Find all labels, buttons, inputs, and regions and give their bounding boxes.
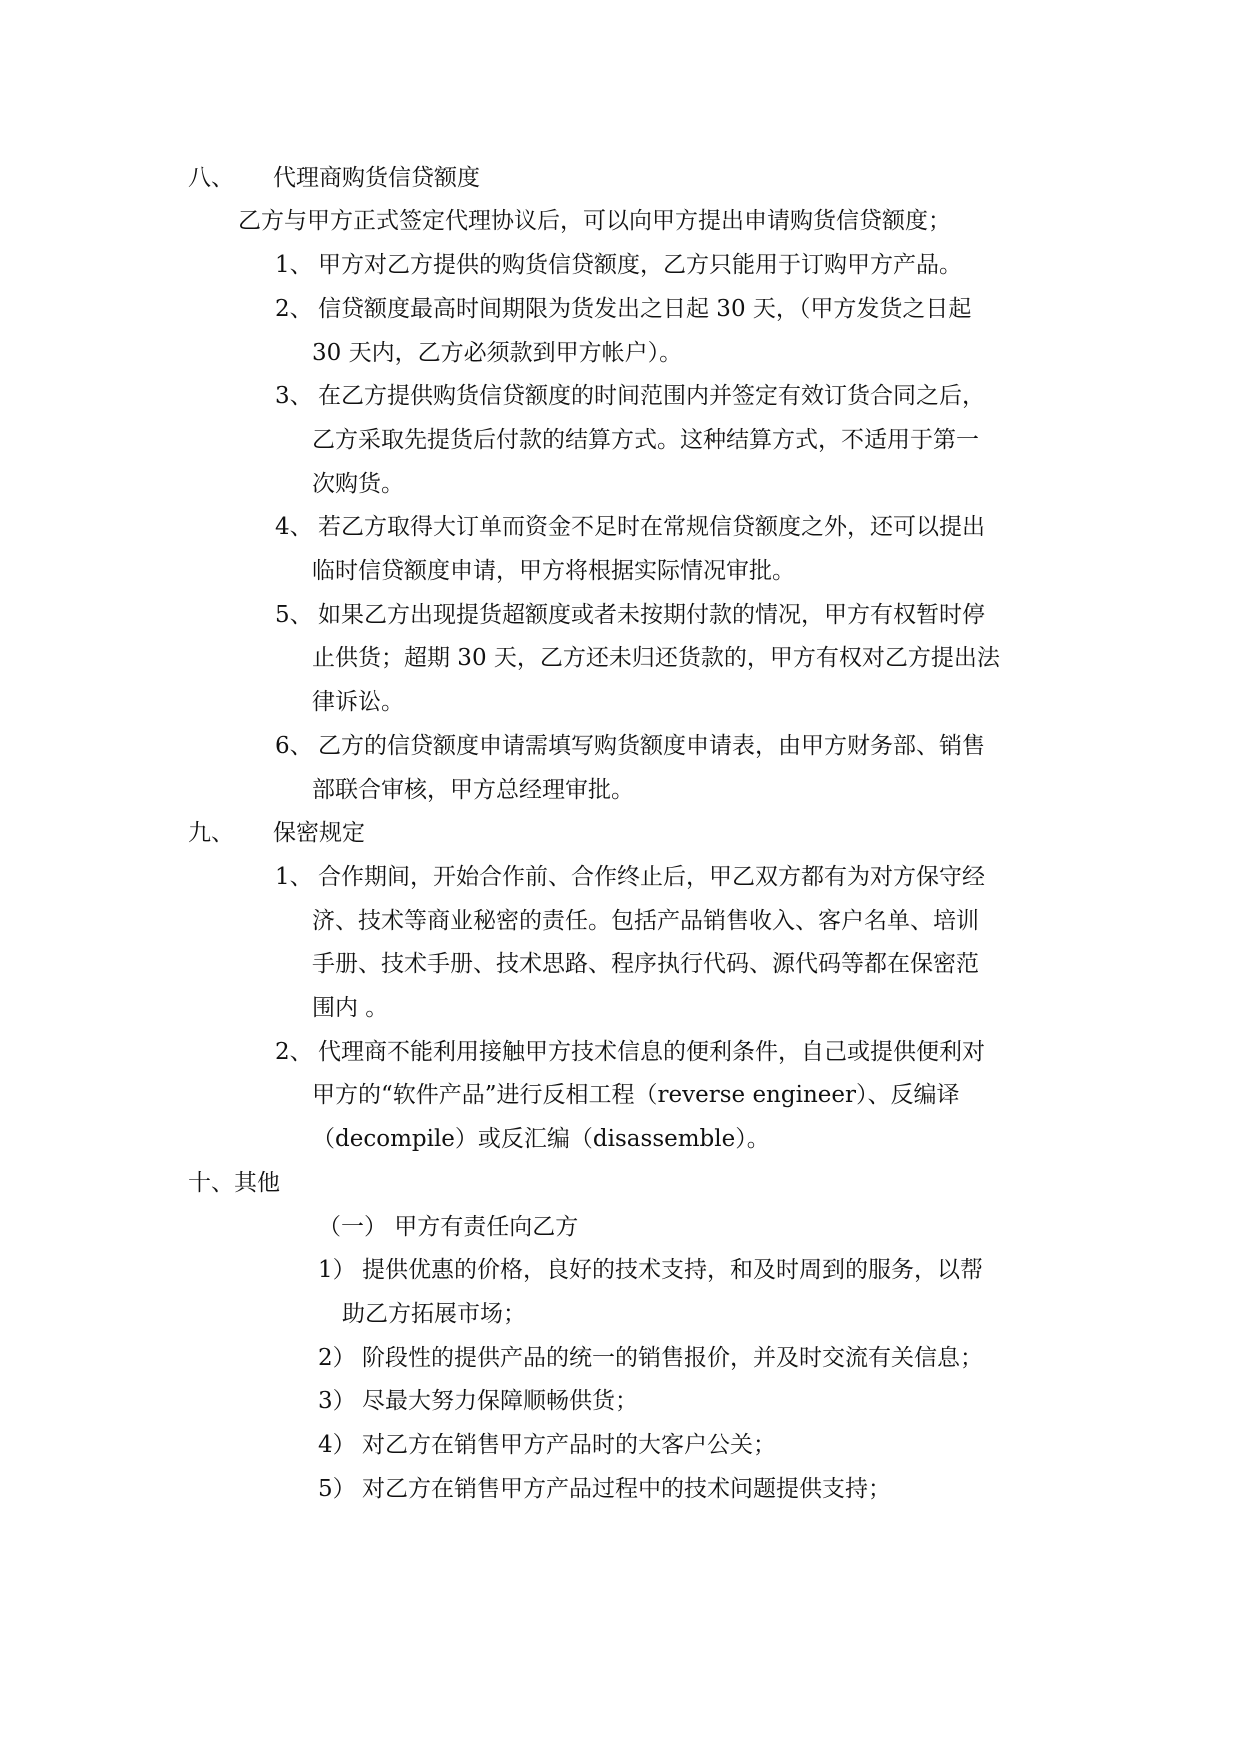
section-8-title: 代理商购货信贷额度	[273, 165, 480, 191]
section-9-item-1-line-3: 手册、技术手册、技术思路、程序执行代码、源代码等都在保密范	[312, 951, 979, 977]
section-8-item-4-number: 4、	[275, 514, 313, 540]
section-8-item-4-line-2: 临时信贷额度申请，甲方将根据实际情况审批。	[312, 558, 795, 584]
section-10-item-1-line-1: 提供优惠的价格，良好的技术支持，和及时周到的服务，以帮	[362, 1257, 983, 1283]
section-8-item-3-line-3: 次购货。	[312, 471, 404, 497]
section-8-item-2-line-2: 30 天内，乙方必须款到甲方帐户）。	[312, 340, 683, 366]
section-10-item-2-number: 2）	[318, 1345, 356, 1371]
section-8-item-1-number: 1、	[275, 252, 313, 278]
section-10-item-4-number: 4）	[318, 1432, 356, 1458]
section-9-item-2-line-1: 代理商不能利用接触甲方技术信息的便利条件，自己或提供便利对	[318, 1039, 985, 1065]
section-8-item-3-line-2: 乙方采取先提货后付款的结算方式。这种结算方式，不适用于第一	[312, 427, 979, 453]
section-10-item-1-number: 1）	[318, 1257, 356, 1283]
section-9-item-2-line-2: 甲方的“软件产品”进行反相工程（reverse engineer）、反编译	[312, 1082, 960, 1108]
section-8-item-6-line-2: 部联合审核，甲方总经理审批。	[312, 777, 634, 803]
section-8-item-2-number: 2、	[275, 296, 313, 322]
section-10-item-3-line-1: 尽最大努力保障顺畅供货；	[362, 1388, 638, 1414]
section-8-number: 八、	[188, 165, 234, 191]
section-9-item-1-number: 1、	[275, 864, 313, 890]
section-8-item-5-number: 5、	[275, 602, 313, 628]
section-9-item-2-number: 2、	[275, 1039, 313, 1065]
section-9-number: 九、	[188, 820, 234, 846]
section-8-item-3-number: 3、	[275, 383, 313, 409]
section-10-heading: 十、其他	[188, 1170, 280, 1196]
section-10-item-5-line-1: 对乙方在销售甲方产品过程中的技术问题提供支持；	[362, 1476, 891, 1502]
section-8-item-5-line-3: 律诉讼。	[312, 689, 404, 715]
section-8-item-6-line-1: 乙方的信贷额度申请需填写购货额度申请表，由甲方财务部、销售	[318, 733, 985, 759]
section-9-item-2-line-3: （decompile）或反汇编（disassemble）。	[312, 1126, 770, 1152]
section-8-intro: 乙方与甲方正式签定代理协议后，可以向甲方提出申请购货信贷额度；	[238, 208, 951, 234]
section-9-item-1-line-1: 合作期间，开始合作前、合作终止后，甲乙双方都有为对方保守经	[318, 864, 985, 890]
section-8-item-3-line-1: 在乙方提供购货信贷额度的时间范围内并签定有效订货合同之后，	[318, 383, 985, 409]
section-8-item-4-line-1: 若乙方取得大订单而资金不足时在常规信贷额度之外，还可以提出	[318, 514, 985, 540]
section-9-item-1-line-2: 济、技术等商业秘密的责任。包括产品销售收入、客户名单、培训	[312, 908, 979, 934]
section-10-item-4-line-1: 对乙方在销售甲方产品时的大客户公关；	[362, 1432, 776, 1458]
section-8-item-1-line-1: 甲方对乙方提供的购货信贷额度，乙方只能用于订购甲方产品。	[318, 252, 962, 278]
section-8-item-5-line-2: 止供货；超期 30 天，乙方还未归还货款的，甲方有权对乙方提出法	[312, 645, 1000, 671]
section-10-item-1-line-2: 助乙方拓展市场；	[342, 1301, 526, 1327]
section-8-item-6-number: 6、	[275, 733, 313, 759]
section-10-item-5-number: 5）	[318, 1476, 356, 1502]
section-10-item-2-line-1: 阶段性的提供产品的统一的销售报价，并及时交流有关信息；	[362, 1345, 983, 1371]
section-8-item-2-line-1: 信贷额度最高时间期限为货发出之日起 30 天，（甲方发货之日起	[318, 296, 972, 322]
section-10-sub-heading: （一） 甲方有责任向乙方	[318, 1214, 579, 1240]
section-9-item-1-line-4: 围内 。	[312, 995, 389, 1021]
section-9-title: 保密规定	[273, 820, 365, 846]
section-10-item-3-number: 3）	[318, 1388, 356, 1414]
section-8-item-5-line-1: 如果乙方出现提货超额度或者未按期付款的情况，甲方有权暂时停	[318, 602, 985, 628]
